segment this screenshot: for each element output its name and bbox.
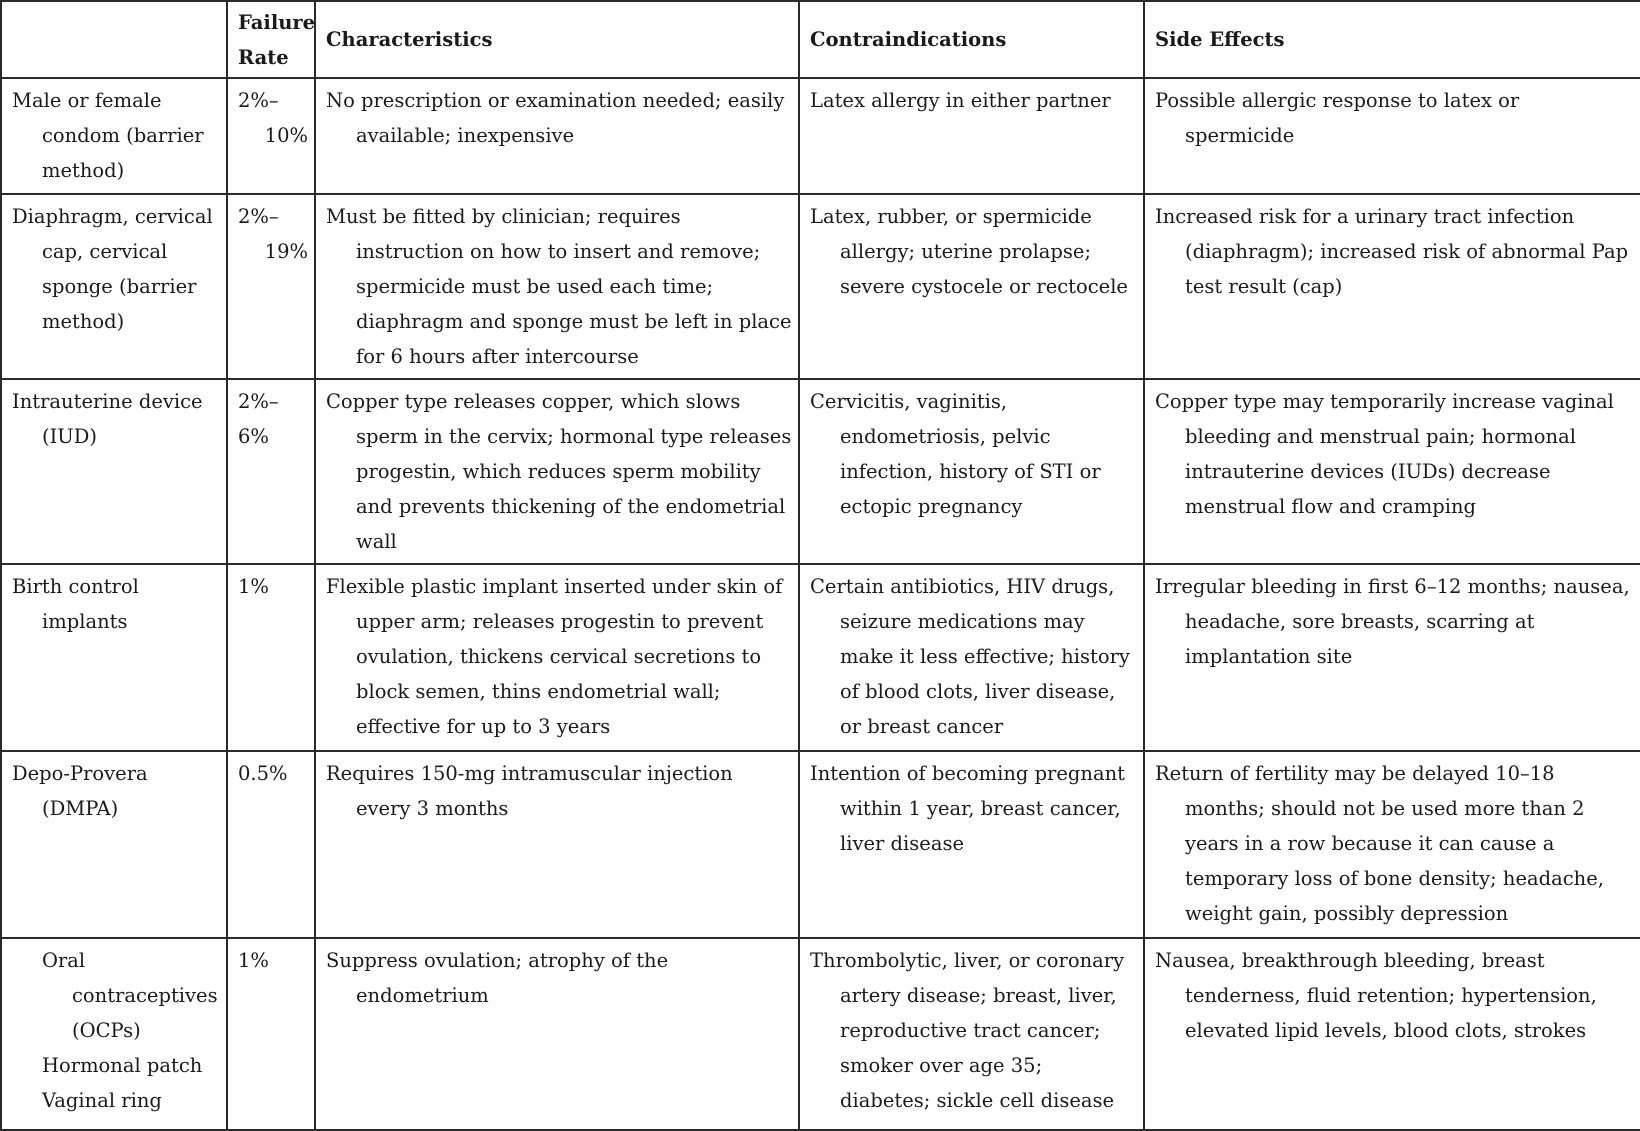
characteristics-text: Requires 150-mg intramuscular injection every 3 months — [326, 762, 733, 820]
contraindications-cell — [799, 194, 1144, 379]
method-name: Birth control implants — [12, 575, 139, 633]
table-row — [1, 938, 1640, 1130]
failure-rate-line2: 10% — [264, 124, 308, 147]
characteristics-cell — [315, 194, 799, 379]
failure-rate-cell — [227, 564, 315, 751]
side-effects-cell — [1144, 564, 1640, 751]
side-effects-cell — [1144, 751, 1640, 938]
contraindications-cell — [799, 751, 1144, 938]
method-name-line: Hormonal patch — [42, 1054, 203, 1077]
failure-rate-line1: 2%– — [238, 89, 279, 112]
side-effects-text: Copper type may temporarily increase vaginal bleeding and menstrual pain; hormonal intrauterine devices (IUDs) decrease menstrual flow and cramping — [1155, 390, 1614, 518]
characteristics-text: Must be fitted by clinician; requires instruction on how to insert and remove; spermicide must be used each time; diaphragm and sponge must be left in place for 6 hours after intercourse — [326, 205, 792, 368]
characteristics-cell — [315, 379, 799, 564]
header-characteristics: Characteristics — [315, 1, 799, 78]
failure-rate-cell — [227, 938, 315, 1130]
method-name-line: Vaginal ring — [42, 1089, 162, 1112]
method-cell — [1, 379, 227, 564]
side-effects-cell — [1144, 78, 1640, 194]
contraindications-text: Latex, rubber, or spermicide allergy; uterine prolapse; severe cystocele or rectocele — [810, 205, 1128, 298]
side-effects-text: Nausea, breakthrough bleeding, breast tenderness, fluid retention; hypertension, elevated lipid levels, blood clots, strokes — [1155, 949, 1597, 1042]
method-cell — [1, 78, 227, 194]
failure-rate-cell — [227, 751, 315, 938]
header-failure-rate-line2: Rate — [238, 45, 289, 69]
failure-rate-cell — [227, 78, 315, 194]
header-side-effects: Side Effects — [1144, 1, 1640, 78]
failure-rate-line1: 0.5% — [238, 762, 288, 785]
side-effects-text: Possible allergic response to latex or spermicide — [1155, 89, 1520, 147]
characteristics-text: No prescription or examination needed; easily available; inexpensive — [326, 89, 785, 147]
characteristics-cell — [315, 751, 799, 938]
method-cell — [1, 564, 227, 751]
contraindications-cell — [799, 379, 1144, 564]
characteristics-text: Copper type releases copper, which slows sperm in the cervix; hormonal type releases progestin, which reduces sperm mobility and prevents thickening of the endometrial wall — [326, 390, 792, 553]
method-cell — [1, 194, 227, 379]
side-effects-cell — [1144, 194, 1640, 379]
method-cell — [1, 938, 227, 1130]
side-effects-cell — [1144, 379, 1640, 564]
table-row — [1, 379, 1640, 564]
header-failure-rate — [227, 1, 315, 78]
method-name: Male or female condom (barrier method) — [12, 89, 204, 182]
failure-rate-cell — [227, 379, 315, 564]
contraindications-text: Certain antibiotics, HIV drugs, seizure medications may make it less effective; history of blood clots, liver disease, or breast cancer — [810, 575, 1130, 738]
failure-rate-line1: 2%–6% — [238, 390, 279, 448]
failure-rate-line1: 2%– — [238, 205, 279, 228]
contraindications-text: Thrombolytic, liver, or coronary artery disease; breast, liver, reproductive tract cancer; smoker over age 35; diabetes; sickle cell disease — [810, 949, 1125, 1112]
side-effects-text: Return of fertility may be delayed 10–18 months; should not be used more than 2 years in a row because it can cause a temporary loss of bone density; headache, weight gain, possibly depression — [1155, 762, 1604, 925]
contraindications-text: Intention of becoming pregnant within 1 year, breast cancer, liver disease — [810, 762, 1125, 855]
method-name: Intrauterine device (IUD) — [12, 390, 203, 448]
header-failure-rate-line1: Failure — [238, 10, 316, 34]
side-effects-cell — [1144, 938, 1640, 1130]
failure-rate-line1: 1% — [238, 575, 269, 598]
table-row — [1, 194, 1640, 379]
table-row — [1, 78, 1640, 194]
side-effects-text: Irregular bleeding in first 6–12 months; nausea, headache, sore breasts, scarring at implantation site — [1155, 575, 1630, 668]
method-name: Depo-Provera (DMPA) — [12, 762, 148, 820]
characteristics-cell — [315, 564, 799, 751]
failure-rate-line2: 19% — [264, 240, 308, 263]
header-method — [1, 1, 227, 78]
contraindications-text: Cervicitis, vaginitis, endometriosis, pelvic infection, history of STI or ectopic pregnancy — [810, 390, 1101, 518]
failure-rate-line1: 1% — [238, 949, 269, 972]
side-effects-text: Increased risk for a urinary tract infection (diaphragm); increased risk of abnormal Pap test result (cap) — [1155, 205, 1629, 298]
header-contraindications: Contraindications — [799, 1, 1144, 78]
failure-rate-cell — [227, 194, 315, 379]
table-row — [1, 751, 1640, 938]
table-header-row — [1, 1, 1640, 78]
method-name: Diaphragm, cervical cap, cervical sponge (barrier method) — [12, 205, 213, 333]
contraindications-text: Latex allergy in either partner — [810, 89, 1111, 112]
characteristics-text: Flexible plastic implant inserted under skin of upper arm; releases progestin to prevent ovulation, thickens cervical secretions to block semen, thins endometrial wall; effective for up to 3 years — [326, 575, 783, 738]
characteristics-text: Suppress ovulation; atrophy of the endometrium — [326, 949, 669, 1007]
contraindications-cell — [799, 78, 1144, 194]
contraindications-cell — [799, 938, 1144, 1130]
characteristics-cell — [315, 938, 799, 1130]
table-row — [1, 564, 1640, 751]
characteristics-cell — [315, 78, 799, 194]
method-name-line: Oral contraceptives (OCPs) — [42, 949, 218, 1042]
contraindications-cell — [799, 564, 1144, 751]
method-cell — [1, 751, 227, 938]
